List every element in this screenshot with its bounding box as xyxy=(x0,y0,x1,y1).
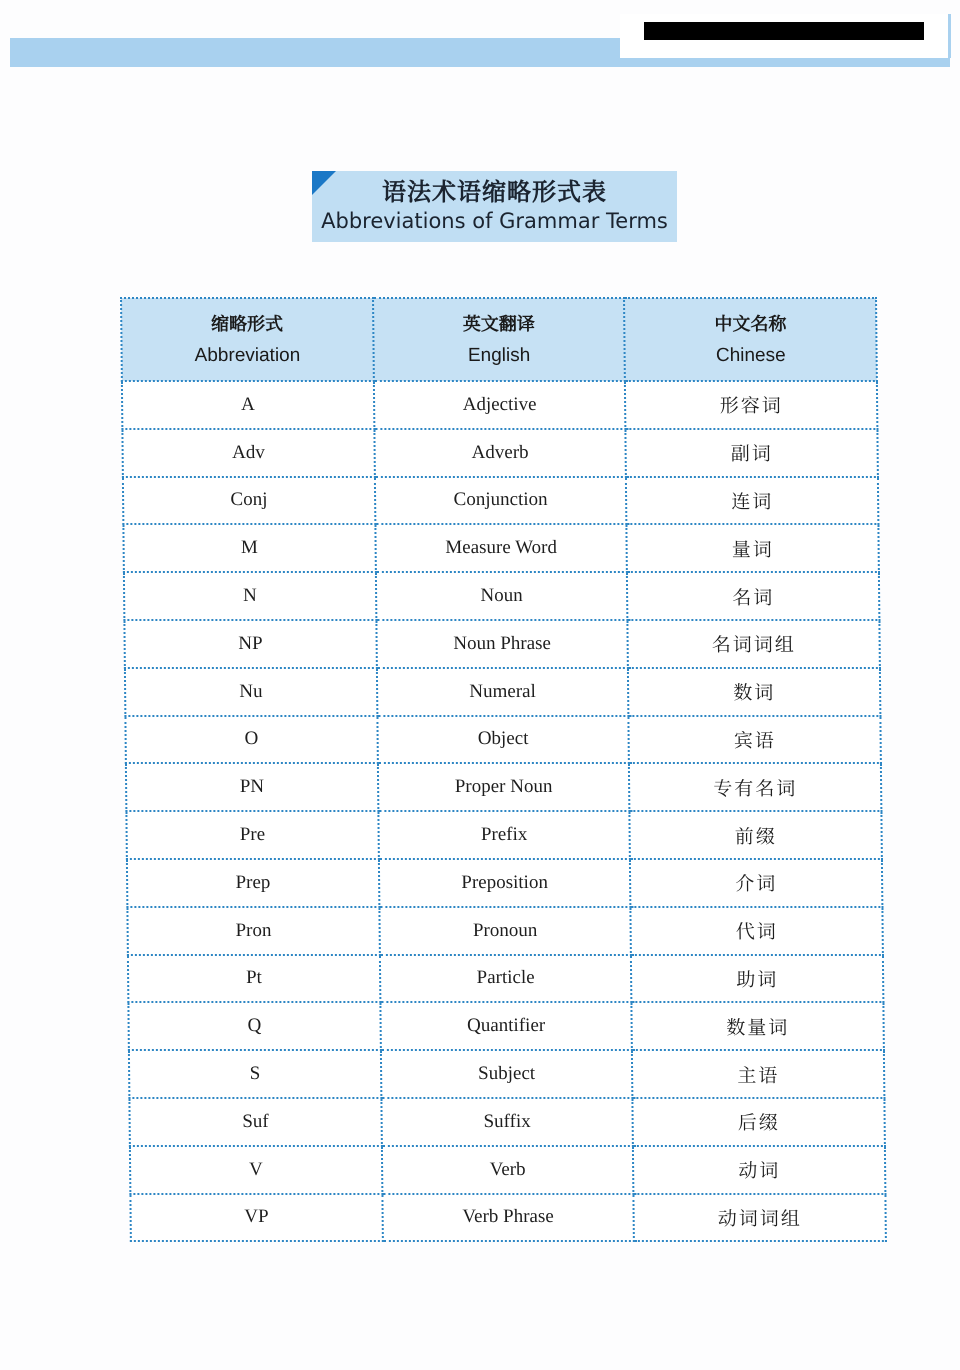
english-cell: Quantifier xyxy=(380,1002,632,1050)
chinese-cell: 前缀 xyxy=(630,811,882,859)
english-cell: Verb xyxy=(382,1146,634,1194)
abbr-cell: Nu xyxy=(125,668,377,716)
english-cell: Prefix xyxy=(378,811,630,859)
table-row xyxy=(124,572,880,620)
redacted-header-text xyxy=(644,22,924,40)
table-row xyxy=(128,955,884,1003)
table-row xyxy=(127,907,883,955)
table-row xyxy=(122,381,878,429)
chinese-cell: 后缀 xyxy=(633,1098,885,1146)
english-cell: Object xyxy=(377,716,629,764)
chinese-cell: 量词 xyxy=(627,524,879,572)
abbr-cell: A xyxy=(122,381,374,429)
english-cell: Noun Phrase xyxy=(376,620,628,668)
english-cell: Preposition xyxy=(379,859,631,907)
english-cell: Particle xyxy=(380,955,632,1003)
abbr-cell: Pron xyxy=(127,907,379,955)
table-row xyxy=(130,1194,886,1242)
table-row xyxy=(123,477,879,525)
table-row xyxy=(126,763,882,811)
column-header-chinese xyxy=(624,298,877,381)
column-header-english xyxy=(373,298,626,381)
abbr-cell: Pre xyxy=(126,811,378,859)
english-cell: Numeral xyxy=(377,668,629,716)
column-header-en: English xyxy=(467,344,531,366)
abbreviations-table xyxy=(120,297,887,1242)
table-row xyxy=(129,1098,885,1146)
column-header-zh: 中文名称 xyxy=(714,313,787,335)
column-header-abbreviation xyxy=(121,298,374,381)
abbr-cell: M xyxy=(123,524,375,572)
english-cell: Verb Phrase xyxy=(382,1194,634,1242)
corner-triangle-icon xyxy=(312,171,336,195)
column-header-en: Chinese xyxy=(715,344,786,366)
english-cell: Measure Word xyxy=(375,524,627,572)
chinese-cell: 副词 xyxy=(626,429,878,477)
chinese-cell: 介词 xyxy=(630,859,882,907)
column-header-zh: 缩略形式 xyxy=(211,313,284,335)
table-row xyxy=(126,811,882,859)
english-cell: Noun xyxy=(376,572,628,620)
chinese-cell: 数量词 xyxy=(632,1002,884,1050)
chinese-cell: 专有名词 xyxy=(629,763,881,811)
abbreviations-table-container xyxy=(120,297,887,1242)
chinese-cell: 动词 xyxy=(633,1146,885,1194)
table-row xyxy=(124,620,880,668)
table-row xyxy=(125,716,881,764)
chinese-cell: 形容词 xyxy=(625,381,877,429)
column-header-zh: 英文翻译 xyxy=(462,313,535,335)
abbr-cell: NP xyxy=(124,620,376,668)
english-cell: Pronoun xyxy=(379,907,631,955)
english-cell: Adverb xyxy=(374,429,626,477)
table-row xyxy=(122,429,878,477)
table-row xyxy=(127,859,883,907)
abbr-cell: Adv xyxy=(122,429,374,477)
table-row xyxy=(125,668,881,716)
abbr-cell: S xyxy=(129,1050,381,1098)
column-header-en: Abbreviation xyxy=(194,344,301,366)
title-box xyxy=(312,171,677,242)
english-cell: Suffix xyxy=(381,1098,633,1146)
chinese-cell: 主语 xyxy=(632,1050,884,1098)
title-chinese: 语法术语缩略形式表 xyxy=(382,178,607,206)
abbr-cell: Pt xyxy=(128,955,380,1003)
abbr-cell: N xyxy=(124,572,376,620)
abbr-cell: Q xyxy=(128,1002,380,1050)
chinese-cell: 名词词组 xyxy=(628,620,880,668)
english-cell: Subject xyxy=(381,1050,633,1098)
table-header-row xyxy=(121,298,877,381)
chinese-cell: 助词 xyxy=(631,955,883,1003)
abbr-cell: PN xyxy=(126,763,378,811)
title-english: Abbreviations of Grammar Terms xyxy=(321,209,668,233)
abbr-cell: Prep xyxy=(127,859,379,907)
english-cell: Conjunction xyxy=(375,477,627,525)
abbr-cell: Conj xyxy=(123,477,375,525)
chinese-cell: 宾语 xyxy=(629,716,881,764)
table-row xyxy=(128,1002,884,1050)
chinese-cell: 名词 xyxy=(627,572,879,620)
english-cell: Adjective xyxy=(374,381,626,429)
table-row xyxy=(130,1146,886,1194)
chinese-cell: 连词 xyxy=(626,477,878,525)
abbr-cell: VP xyxy=(130,1194,382,1242)
english-cell: Proper Noun xyxy=(378,763,630,811)
abbr-cell: O xyxy=(125,716,377,764)
abbr-cell: Suf xyxy=(129,1098,381,1146)
chinese-cell: 数词 xyxy=(628,668,880,716)
table-row xyxy=(129,1050,885,1098)
chinese-cell: 动词词组 xyxy=(634,1194,886,1242)
abbr-cell: V xyxy=(130,1146,382,1194)
chinese-cell: 代词 xyxy=(631,907,883,955)
table-row xyxy=(123,524,879,572)
